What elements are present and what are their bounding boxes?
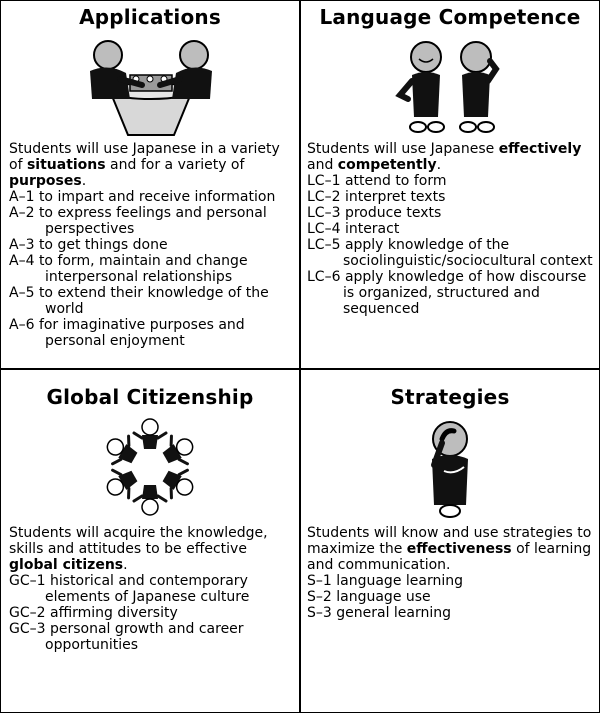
intro-text: Students will use Japanese in a variety of	[9, 141, 280, 173]
list-item	[9, 237, 293, 253]
people-at-table-illustration	[70, 29, 230, 141]
list-item	[307, 205, 593, 221]
intro-text: .	[123, 557, 128, 573]
item-code: GC–1	[9, 573, 46, 589]
list-item	[307, 589, 593, 605]
list-item	[9, 317, 293, 349]
item-code: S–1	[307, 573, 332, 589]
item-text: apply knowledge of the sociolinguistic/sociocultural context	[343, 237, 593, 269]
item-text: to extend their knowledge of the world	[38, 285, 269, 317]
item-code: A–4	[9, 253, 35, 269]
intro-bold: effectively	[498, 141, 582, 157]
item-text: general learning	[336, 605, 452, 621]
intro-text: and for a variety of	[105, 157, 245, 173]
strategies-text	[301, 525, 599, 621]
item-code: LC–5	[307, 237, 341, 253]
applications-title: Applications	[79, 5, 221, 29]
item-text: affirming diversity	[49, 605, 178, 621]
thinking-person-illustration	[410, 409, 490, 525]
item-code: LC–6	[307, 269, 341, 285]
intro-text: .	[436, 157, 442, 173]
person-figure	[134, 419, 166, 449]
person-figure	[134, 485, 166, 515]
strategies-intro	[307, 525, 593, 573]
item-text: to express feelings and personal perspectives	[38, 205, 267, 237]
item-text: language use	[336, 589, 431, 605]
strategies-title: Strategies	[390, 385, 510, 409]
language-competence-title: Language Competence	[319, 5, 581, 29]
item-code: GC–3	[9, 621, 46, 637]
list-item	[9, 189, 293, 205]
item-code: A–5	[9, 285, 35, 301]
intro-text: Students will acquire the knowledge, skills and attitudes to be effective	[9, 525, 268, 557]
global-citizenship-intro	[9, 525, 293, 573]
item-text: produce texts	[344, 205, 442, 221]
item-code: A–2	[9, 205, 35, 221]
intro-text: of learning and communication.	[307, 541, 592, 573]
global-citizenship-quadrant	[1, 370, 299, 653]
item-code: A–1	[9, 189, 35, 205]
language-competence-text	[301, 141, 599, 317]
list-item	[307, 269, 593, 317]
list-item	[307, 221, 593, 237]
item-code: LC–4	[307, 221, 341, 237]
item-text: attend to form	[344, 173, 447, 189]
list-item	[9, 285, 293, 317]
intro-text: Students will know and use strategies to maximize the	[307, 525, 592, 557]
applications-text	[1, 141, 299, 349]
item-text: to form, maintain and change interpersonal relationships	[38, 253, 248, 285]
intro-bold: global citizens	[9, 557, 124, 573]
item-code: S–2	[307, 589, 332, 605]
item-text: interpret texts	[344, 189, 446, 205]
intro-bold: effectiveness	[406, 541, 512, 557]
item-text: historical and contemporary elements of Japanese culture	[45, 573, 250, 605]
item-text: interact	[344, 221, 400, 237]
list-item	[307, 173, 593, 189]
intro-bold: competently	[337, 157, 437, 173]
global-citizenship-title: Global Citizenship	[46, 385, 254, 409]
item-code: LC–2	[307, 189, 341, 205]
list-item	[307, 605, 593, 621]
applications-intro	[9, 141, 293, 189]
list-item	[9, 573, 293, 605]
language-competence-intro	[307, 141, 593, 173]
item-text: to get things done	[38, 237, 168, 253]
strategies-quadrant	[301, 370, 599, 621]
list-item	[307, 237, 593, 269]
item-text: personal growth and career opportunities	[45, 621, 244, 653]
intro-bold: situations	[26, 157, 106, 173]
global-citizenship-text	[1, 525, 299, 653]
item-text: to impart and receive information	[38, 189, 276, 205]
item-text: language learning	[336, 573, 463, 589]
item-code: GC–2	[9, 605, 46, 621]
item-code: S–3	[307, 605, 332, 621]
item-code: A–3	[9, 237, 35, 253]
intro-bold: purposes	[9, 173, 82, 189]
list-item	[9, 205, 293, 237]
list-item	[307, 189, 593, 205]
item-code: LC–1	[307, 173, 341, 189]
intro-text: and	[307, 157, 338, 173]
intro-text: .	[81, 173, 87, 189]
item-text: for imaginative purposes and personal enjoyment	[38, 317, 245, 349]
circle-of-people-illustration	[90, 409, 210, 525]
item-code: LC–3	[307, 205, 341, 221]
two-people-talking-illustration	[390, 29, 510, 141]
item-code: A–6	[9, 317, 35, 333]
item-text: apply knowledge of how discourse is organized, structured and sequenced	[343, 269, 587, 317]
applications-quadrant	[1, 1, 299, 349]
list-item	[9, 605, 293, 621]
language-competence-quadrant	[301, 1, 599, 317]
list-item	[9, 253, 293, 285]
list-item	[9, 621, 293, 653]
intro-text: Students will use Japanese	[307, 141, 499, 157]
list-item	[307, 573, 593, 589]
